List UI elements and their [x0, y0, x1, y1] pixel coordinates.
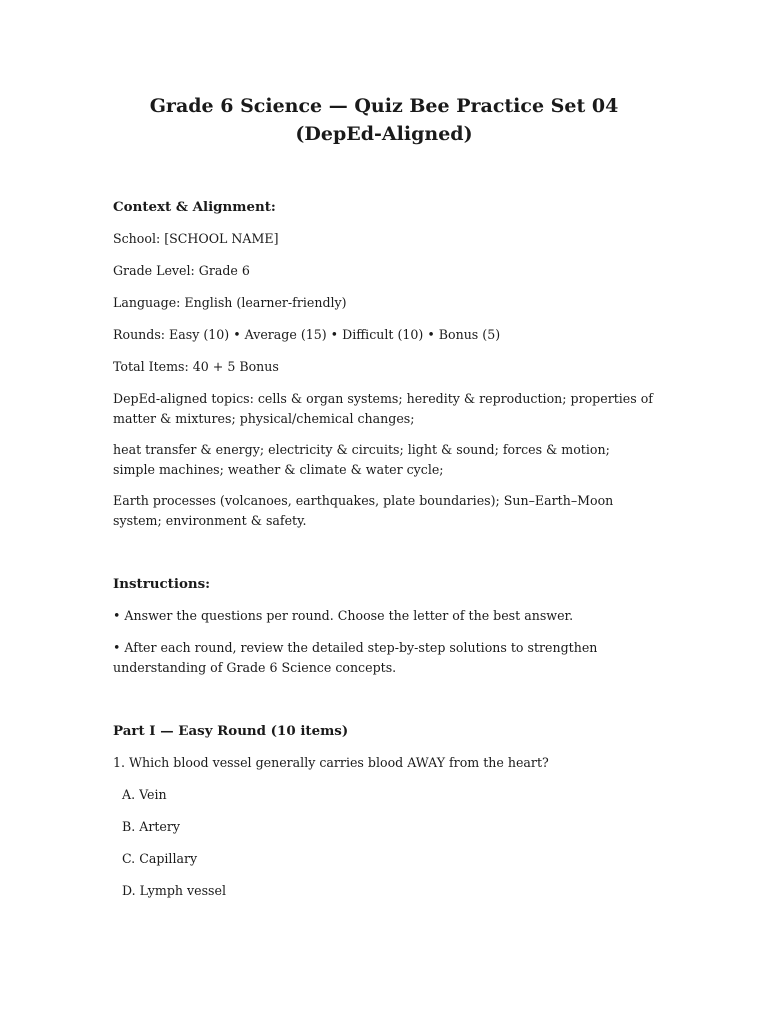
question-1-option-d: D. Lymph vessel [122, 883, 227, 898]
document-title [113, 0, 655, 148]
question-1-option-b: B. Artery [122, 819, 181, 834]
part1-section [113, 721, 655, 901]
question-1-option-a: A. Vein [122, 787, 167, 802]
context-topics-2: heat transfer & energy; electricity & circuits; light & sound; forces & motion; simple machines; weather & climate & water cycle; [113, 442, 610, 477]
instructions-heading: Instructions: [113, 576, 211, 592]
instructions-section [113, 574, 655, 678]
part1-heading: Part I — Easy Round (10 items) [113, 723, 349, 739]
context-topics-1: DepEd-aligned topics: cells & organ systems; heredity & reproduction; properties of matter & mixtures; physical/chemical changes; [113, 391, 653, 426]
question-1-text: 1. Which blood vessel generally carries blood AWAY from the heart? [113, 755, 549, 770]
instruction-item-2: • After each round, review the detailed step-by-step solutions to strengthen understanding of Grade 6 Science concepts. [113, 640, 598, 675]
context-section [113, 197, 655, 531]
context-topics-3: Earth processes (volcanoes, earthquakes, plate boundaries); Sun–Earth–Moon system; environment & safety. [113, 493, 614, 528]
title-line-1: Grade 6 Science — Quiz Bee Practice Set 04 [149, 95, 619, 117]
context-rounds: Rounds: Easy (10) • Average (15) • Difficult (10) • Bonus (5) [113, 327, 501, 342]
context-heading: Context & Alignment: [113, 199, 276, 215]
context-school: School: [SCHOOL NAME] [113, 231, 279, 246]
question-1-option-c: C. Capillary [122, 851, 198, 866]
context-language: Language: English (learner-friendly) [113, 295, 347, 310]
title-line-2: (DepEd-Aligned) [295, 123, 473, 145]
instruction-item-1: • Answer the questions per round. Choose the letter of the best answer. [113, 608, 574, 623]
context-total-items: Total Items: 40 + 5 Bonus [113, 359, 279, 374]
context-grade-level: Grade Level: Grade 6 [113, 263, 250, 278]
